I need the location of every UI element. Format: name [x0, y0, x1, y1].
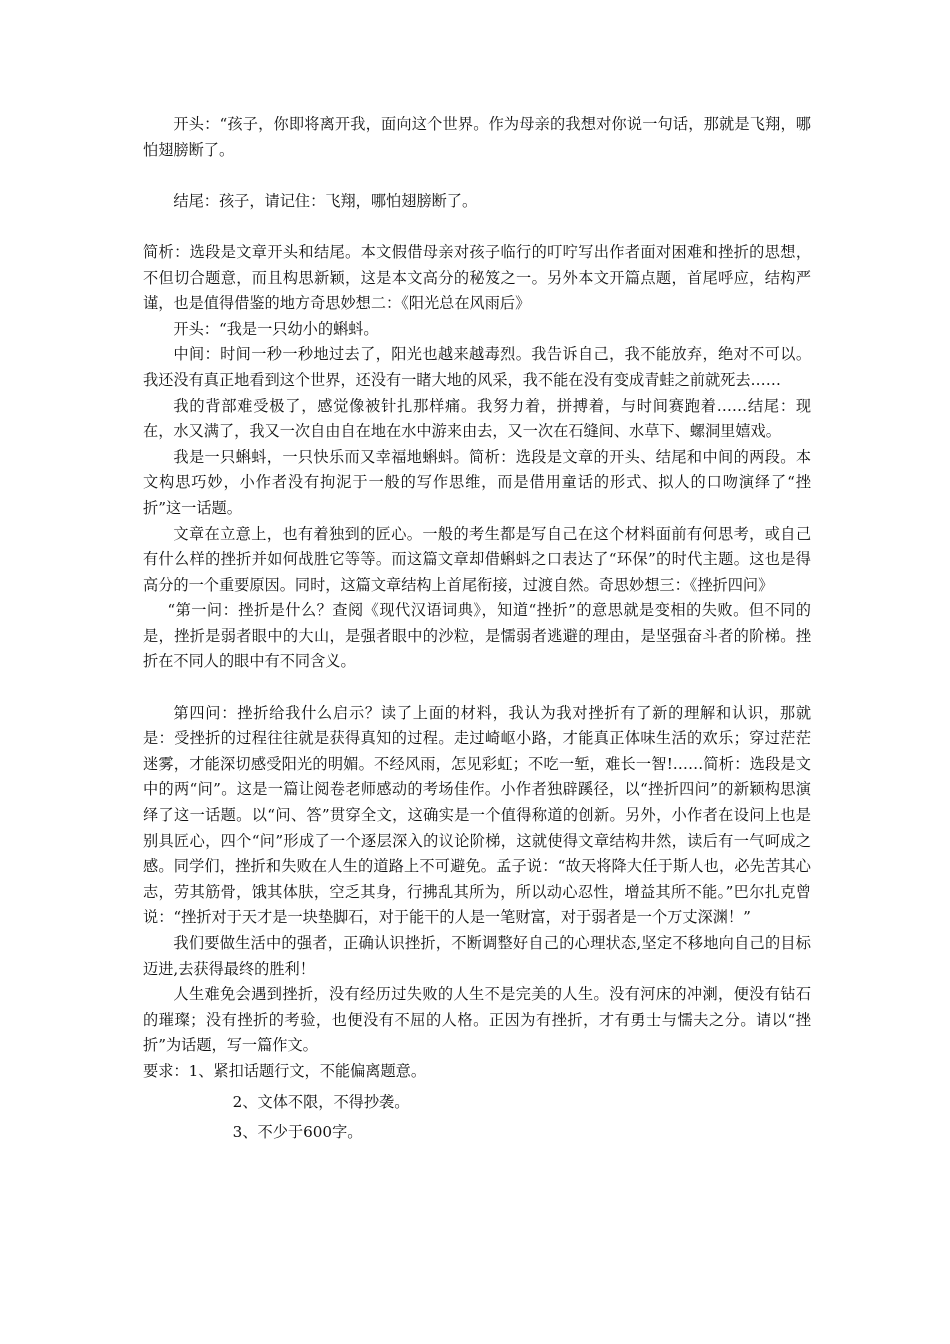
paragraph-question-1: “第一问：挫折是什么？查阅《现代汉语词典》，知道“挫折”的意思就是变相的失败。但不同的是，挫折是弱者眼中的大山，是强者眼中的沙粒，是懦弱者逃避的理由，是坚强奋斗者的阶梯。挫折在不同人的眼中有不同含义。 — [143, 601, 811, 671]
document-body — [143, 112, 811, 1146]
paragraph-prompt: 人生难免会遇到挫折，没有经历过失败的人生不是完美的人生。没有河床的冲溂，便没有钻石的璀璨；没有挫折的考验，也便没有不屈的人格。正因为有挫折，才有勇士与懦夫之分。请以“挫折”为话题，写一篇作文。 — [143, 985, 811, 1055]
paragraph-middle-2b: 我的背部难受极了，感觉像被针扎那样痛。我努力着，拼搏着，与时间赛跑着……结尾：现在，水又满了，我又一次自由自在地在水中游来由去，又一次在石缝间、水草下、螺洞里嬉戏。 — [143, 396, 811, 441]
blank-line — [143, 675, 811, 701]
requirement-2: 2、文体不限，不得抄袭。 — [232, 1092, 410, 1111]
paragraph-analysis-2b: 文章在立意上，也有着独到的匠心。一般的考生都是写自己在这个材料面前有何思考，或自己有什么样的挫折并如何战胜它等等。而这篇文章却借蝌蚪之口表达了“环保”的时代主题。这也是得高分的一个重要原因。同时，这篇文章结构上首尾衔接，过渡自然。奇思妙想三：《挫折四问》 — [143, 524, 811, 594]
paragraph-analysis-1: 简析：选段是文章开头和结尾。本文假借母亲对孩子临行的叮咛写出作者面对困难和挫折的思想，不但切合题意，而且构思新颖，这是本文高分的秘笈之一。另外本文开篇点题，首尾呼应，结构严谨，也是值得借鉴的地方奇思妙想二：《阳光总在风雨后》 — [143, 242, 811, 313]
paragraph-conclusion: 我们要做生活中的强者，正确认识挫折，不断调整好自己的心理状态,坚定不移地向自己的目标迈进,去获得最终的胜利！ — [143, 934, 811, 978]
requirement-3: 3、不少于600字。 — [232, 1123, 363, 1142]
paragraph-analysis-2: 我是一只蝌蚪，一只快乐而又幸福地蝌蚪。简析：选段是文章的开头、结尾和中间的两段。本文构思巧妙，小作者没有拘泥于一般的写作思维，而是借用童话的形式、拟人的口吻演绎了“挫折”这一话题。 — [143, 447, 811, 517]
paragraph-opening-1: 开头：“孩子，你即将离开我，面向这个世界。作为母亲的我想对你说一句话，那就是飞翔，哪怕翅膀断了。 — [143, 115, 811, 159]
blank-line — [143, 163, 811, 189]
paragraph-ending-1: 结尾：孩子，请记住：飞翔，哪怕翅膀断了。 — [173, 191, 478, 210]
paragraph-opening-2: 开头：“我是一只幼小的蝌蚪。 — [173, 319, 379, 338]
blank-line — [143, 214, 811, 240]
paragraph-middle-2: 中间：时间一秒一秒地过去了，阳光也越来越毒烈。我告诉自己，我不能放弃，绝对不可以。我还没有真正地看到这个世界，还没有一睹大地的风采，我不能在没有变成青蛙之前就死去…… — [143, 345, 811, 389]
paragraph-question-4: 第四问：挫折给我什么启示？读了上面的材料，我认为我对挫折有了新的理解和认识，那就是：受挫折的过程往往就是获得真知的过程。走过崎岖小路，才能真正体味生活的欢乐；穿过茫茫迷雾，才能深切感受阳光的明媚。不经风雨，怎见彩虹；不吃一堑，难长一智!……简析：选段是文中的两“问”。这是一篇让阅卷老师感动的考场佳作。小作者独辟蹊径，以“挫折四问”的新颖构思演绎了这一话题。以“问、答”贯穿全文，这确实是一个值得称道的创新。另外，小作者在设问上也是别具匠心，四个“问”形成了一个逐层深入的议论阶梯，这就使得文章结构井然，读后有一气呵成之感。同学们，挫折和失败在人生的道路上不可避免。孟子说：“故天将降大任于斯人也，必先苦其心志，劳其筋骨，饿其体肤，空乏其身，行拂乱其所为，所以动心忍性，增益其所不能。”巴尔扎克曾说：“挫折对于天才是一块垫脚石，对于能干的人是一笔财富，对于弱者是一个万丈深渊！” — [143, 703, 811, 927]
requirement-1: 要求：1、紧扣话题行文，不能偏离题意。 — [143, 1061, 427, 1080]
